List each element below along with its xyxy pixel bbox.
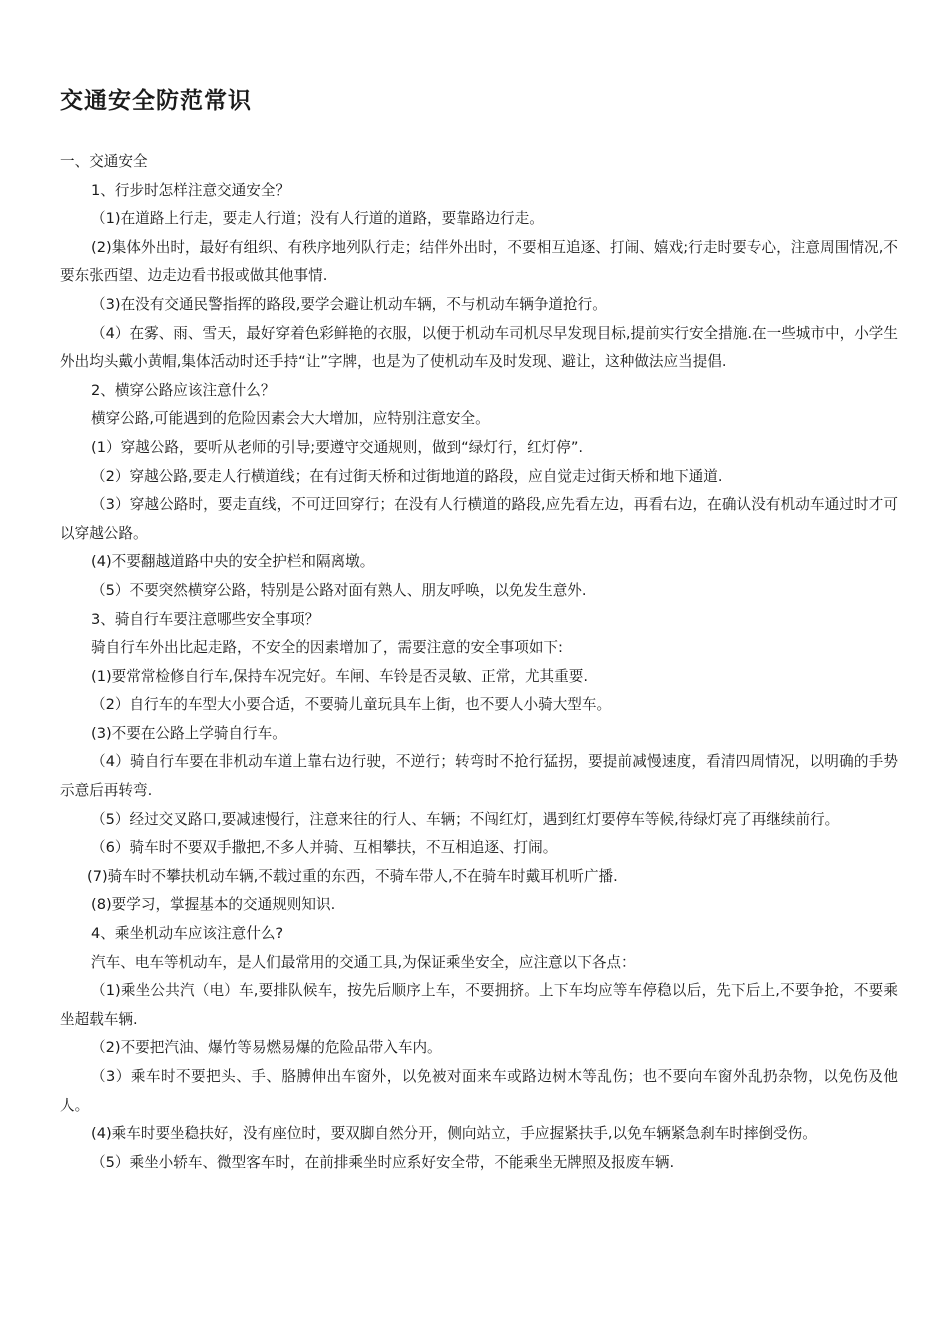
- paragraph: (7)骑车时不攀扶机动车辆,不载过重的东西，不骑车带人,不在骑车时戴耳机听广播.: [87, 867, 618, 885]
- section-heading: 一、交通安全: [60, 153, 148, 170]
- paragraph: (2)集体外出时，最好有组织、有秩序地列队行走；结伴外出时，不要相互追逐、打闹、嬉戏;行走时要专心，注意周围情况,不要东张西望、边走边看书报或做其他事情.: [60, 238, 898, 285]
- paragraph: （2)不要把汽油、爆竹等易燃易爆的危险品带入车内。: [91, 1039, 442, 1057]
- question-heading: 4、乘坐机动车应该注意什么?: [91, 925, 284, 943]
- paragraph: (1)要常常检修自行车,保持车况完好。车闸、车铃是否灵敏、正常，尤其重要.: [91, 667, 588, 685]
- paragraph: （4）骑自行车要在非机动车道上靠右边行驶，不逆行；转弯时不抢行猛拐，要提前减慢速度，看清四周情况，以明确的手势示意后再转弯.: [60, 753, 898, 800]
- paragraph: （1)在道路上行走，要走人行道；没有人行道的道路，要靠路边行走。: [91, 210, 544, 228]
- question-heading: 1、行步时怎样注意交通安全？: [91, 181, 291, 199]
- document-body: [60, 148, 898, 1177]
- question-heading: 2、横穿公路应该注意什么？: [91, 381, 276, 399]
- paragraph: （5）不要突然横穿公路，特别是公路对面有熟人、朋友呼唤，以免发生意外.: [91, 581, 587, 599]
- paragraph: （2）自行车的车型大小要合适，不要骑儿童玩具车上街，也不要人小骑大型车。: [91, 696, 612, 714]
- paragraph: （3）乘车时不要把头、手、胳膊伸出车窗外，以免被对面来车或路边树木等乱伤；也不要向车窗外乱扔杂物，以免伤及他人。: [60, 1068, 898, 1114]
- paragraph: 横穿公路,可能遇到的危险因素会大大增加，应特别注意安全。: [91, 410, 490, 428]
- paragraph: （6）骑车时不要双手撒把,不多人并骑、互相攀扶，不互相追逐、打闹。: [91, 839, 558, 857]
- paragraph: (8)要学习，掌握基本的交通规则知识.: [91, 896, 336, 914]
- paragraph: （3）穿越公路时，要走直线，不可迂回穿行；在没有人行横道的路段,应先看左边，再看右边，在确认没有机动车通过时才可以穿越公路。: [60, 496, 898, 542]
- question-heading: 3、骑自行车要注意哪些安全事项？: [91, 610, 320, 628]
- paragraph: （3)在没有交通民警指挥的路段,要学会避让机动车辆，不与机动车辆争道抢行。: [91, 295, 607, 313]
- paragraph: （5）经过交叉路口,要减速慢行，注意来往的行人、车辆；不闯红灯，遇到红灯要停车等候,待绿灯亮了再继续前行。: [91, 810, 840, 828]
- paragraph: (4)不要翻越道路中央的安全护栏和隔离墩。: [91, 553, 375, 571]
- paragraph: 骑自行车外出比起走路，不安全的因素增加了，需要注意的安全事项如下:: [91, 639, 563, 657]
- paragraph: （4）在雾、雨、雪天，最好穿着色彩鲜艳的衣服，以便于机动车司机尽早发现目标,提前实行安全措施.在一些城市中，小学生外出均头戴小黄帽,集体活动时还手持“让”字牌，也是为了使机动车及时发现、避让，这种做法应当提倡.: [60, 324, 898, 371]
- paragraph: （1)乘坐公共汽（电）车,要排队候车，按先后顺序上车，不要拥挤。上下车均应等车停稳以后，先下后上,不要争抢，不要乘坐超载车辆.: [60, 982, 898, 1028]
- document-title: 交通安全防范常识: [60, 88, 252, 114]
- paragraph: （5）乘坐小轿车、微型客车时，在前排乘坐时应系好安全带，不能乘坐无牌照及报废车辆.: [91, 1153, 675, 1171]
- paragraph: (1）穿越公路，要听从老师的引导;要遵守交通规则，做到“绿灯行，红灯停”.: [91, 438, 584, 456]
- paragraph: 汽车、电车等机动车，是人们最常用的交通工具,为保证乘坐安全，应注意以下各点：: [91, 953, 636, 971]
- paragraph: （2）穿越公路,要走人行横道线；在有过街天桥和过街地道的路段，应自觉走过街天桥和地下通道.: [91, 467, 723, 485]
- paragraph: (3)不要在公路上学骑自行车。: [91, 724, 287, 742]
- paragraph: (4)乘车时要坐稳扶好，没有座位时，要双脚自然分开，侧向站立，手应握紧扶手,以免车辆紧急刹车时摔倒受伤。: [91, 1125, 817, 1143]
